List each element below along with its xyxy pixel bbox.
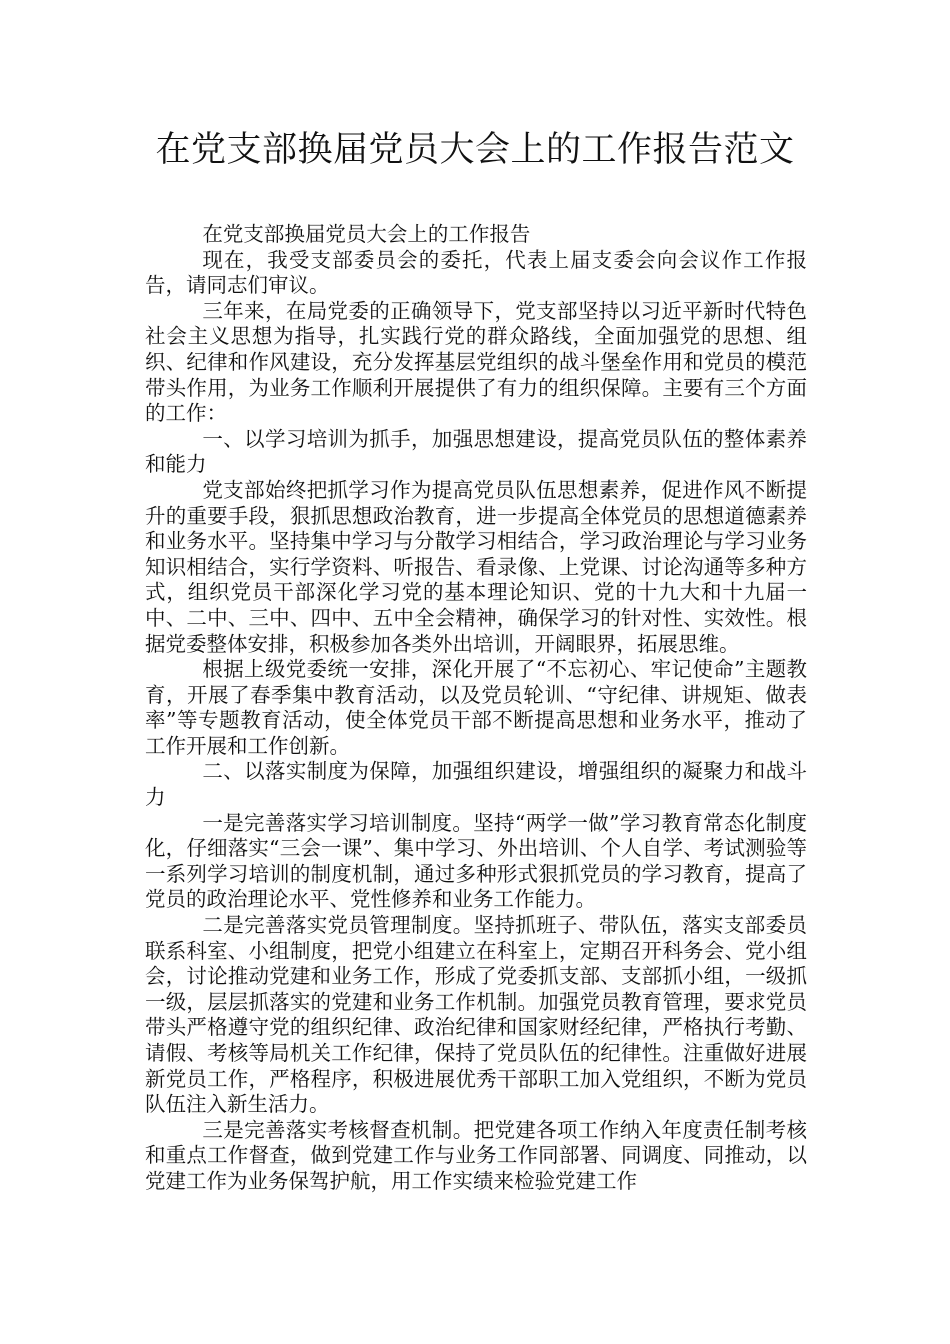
body-paragraph: 根据上级党委统一安排，深化开展了“不忘初心、牢记使命”主题教育，开展了春季集中教育活动，以及党员轮训、“守纪律、讲规矩、做表率”等专题教育活动，使全体党员干部不断提高思想和业务水平，推动了工作开展和工作创新。	[145, 657, 807, 758]
body-paragraph: 党支部始终把抓学习作为提高党员队伍思想素养，促进作风不断提升的重要手段，狠抓思想政治教育，进一步提高全体党员的思想道德素养和业务水平。坚持集中学习与分散学习相结合，学习政治理论与学习业务知识相结合，实行学资料、听报告、看录像、上党课、讨论沟通等多种方式，组织党员干部深化学习党的基本理论知识、党的十九大和十九届一中、二中、三中、四中、五中全会精神，确保学习的针对性、实效性。根据党委整体安排，积极参加各类外出培训，开阔眼界，拓展思维。	[145, 477, 807, 656]
overview-paragraph: 三年来，在局党委的正确领导下，党支部坚持以习近平新时代特色社会主义思想为指导，扎实践行党的群众路线，全面加强党的思想、组织、纪律和作风建设，充分发挥基层党组织的战斗堡垒作用和党员的模范带头作用，为业务工作顺利开展提供了有力的组织保障。主要有三个方面的工作：	[145, 298, 807, 426]
body-paragraph: 二是完善落实党员管理制度。坚持抓班子、带队伍，落实支部委员联系科室、小组制度，把党小组建立在科室上，定期召开科务会、党小组会，讨论推动党建和业务工作，形成了党委抓支部、支部抓小组，一级抓一级，层层抓落实的党建和业务工作机制。加强党员教育管理，要求党员带头严格遵守党的组织纪律、政治纪律和国家财经纪律，严格执行考勤、请假、考核等局机关工作纪律，保持了党员队伍的纪律性。注重做好进展新党员工作，严格程序，积极进展优秀干部职工加入党组织，不断为党员队伍注入新生活力。	[145, 913, 807, 1117]
document-body	[145, 222, 807, 1195]
body-paragraph: 三是完善落实考核督查机制。把党建各项工作纳入年度责任制考核和重点工作督查，做到党建工作与业务工作同部署、同调度、同推动，以党建工作为业务保驾护航，用工作实绩来检验党建工作	[145, 1117, 807, 1193]
subtitle-paragraph: 在党支部换届党员大会上的工作报告	[202, 222, 531, 246]
intro-paragraph: 现在，我受支部委员会的委托，代表上届支委会向会议作工作报告，请同志们审议。	[145, 247, 807, 298]
document-title: 在党支部换届党员大会上的工作报告范文	[155, 130, 795, 170]
body-paragraph: 一是完善落实学习培训制度。坚持“两学一做”学习教育常态化制度化，仔细落实“三会一课”、集中学习、外出培训、个人自学、考试测验等一系列学习培训的制度机制，通过多种形式狠抓党员的学习教育，提高了党员的政治理论水平、党性修养和业务工作能力。	[145, 810, 807, 912]
section-heading-2: 二、以落实制度为保障，加强组织建设，增强组织的凝聚力和战斗力	[145, 759, 807, 810]
section-heading-1: 一、以学习培训为抓手，加强思想建设，提高党员队伍的整体素养和能力	[145, 426, 807, 477]
